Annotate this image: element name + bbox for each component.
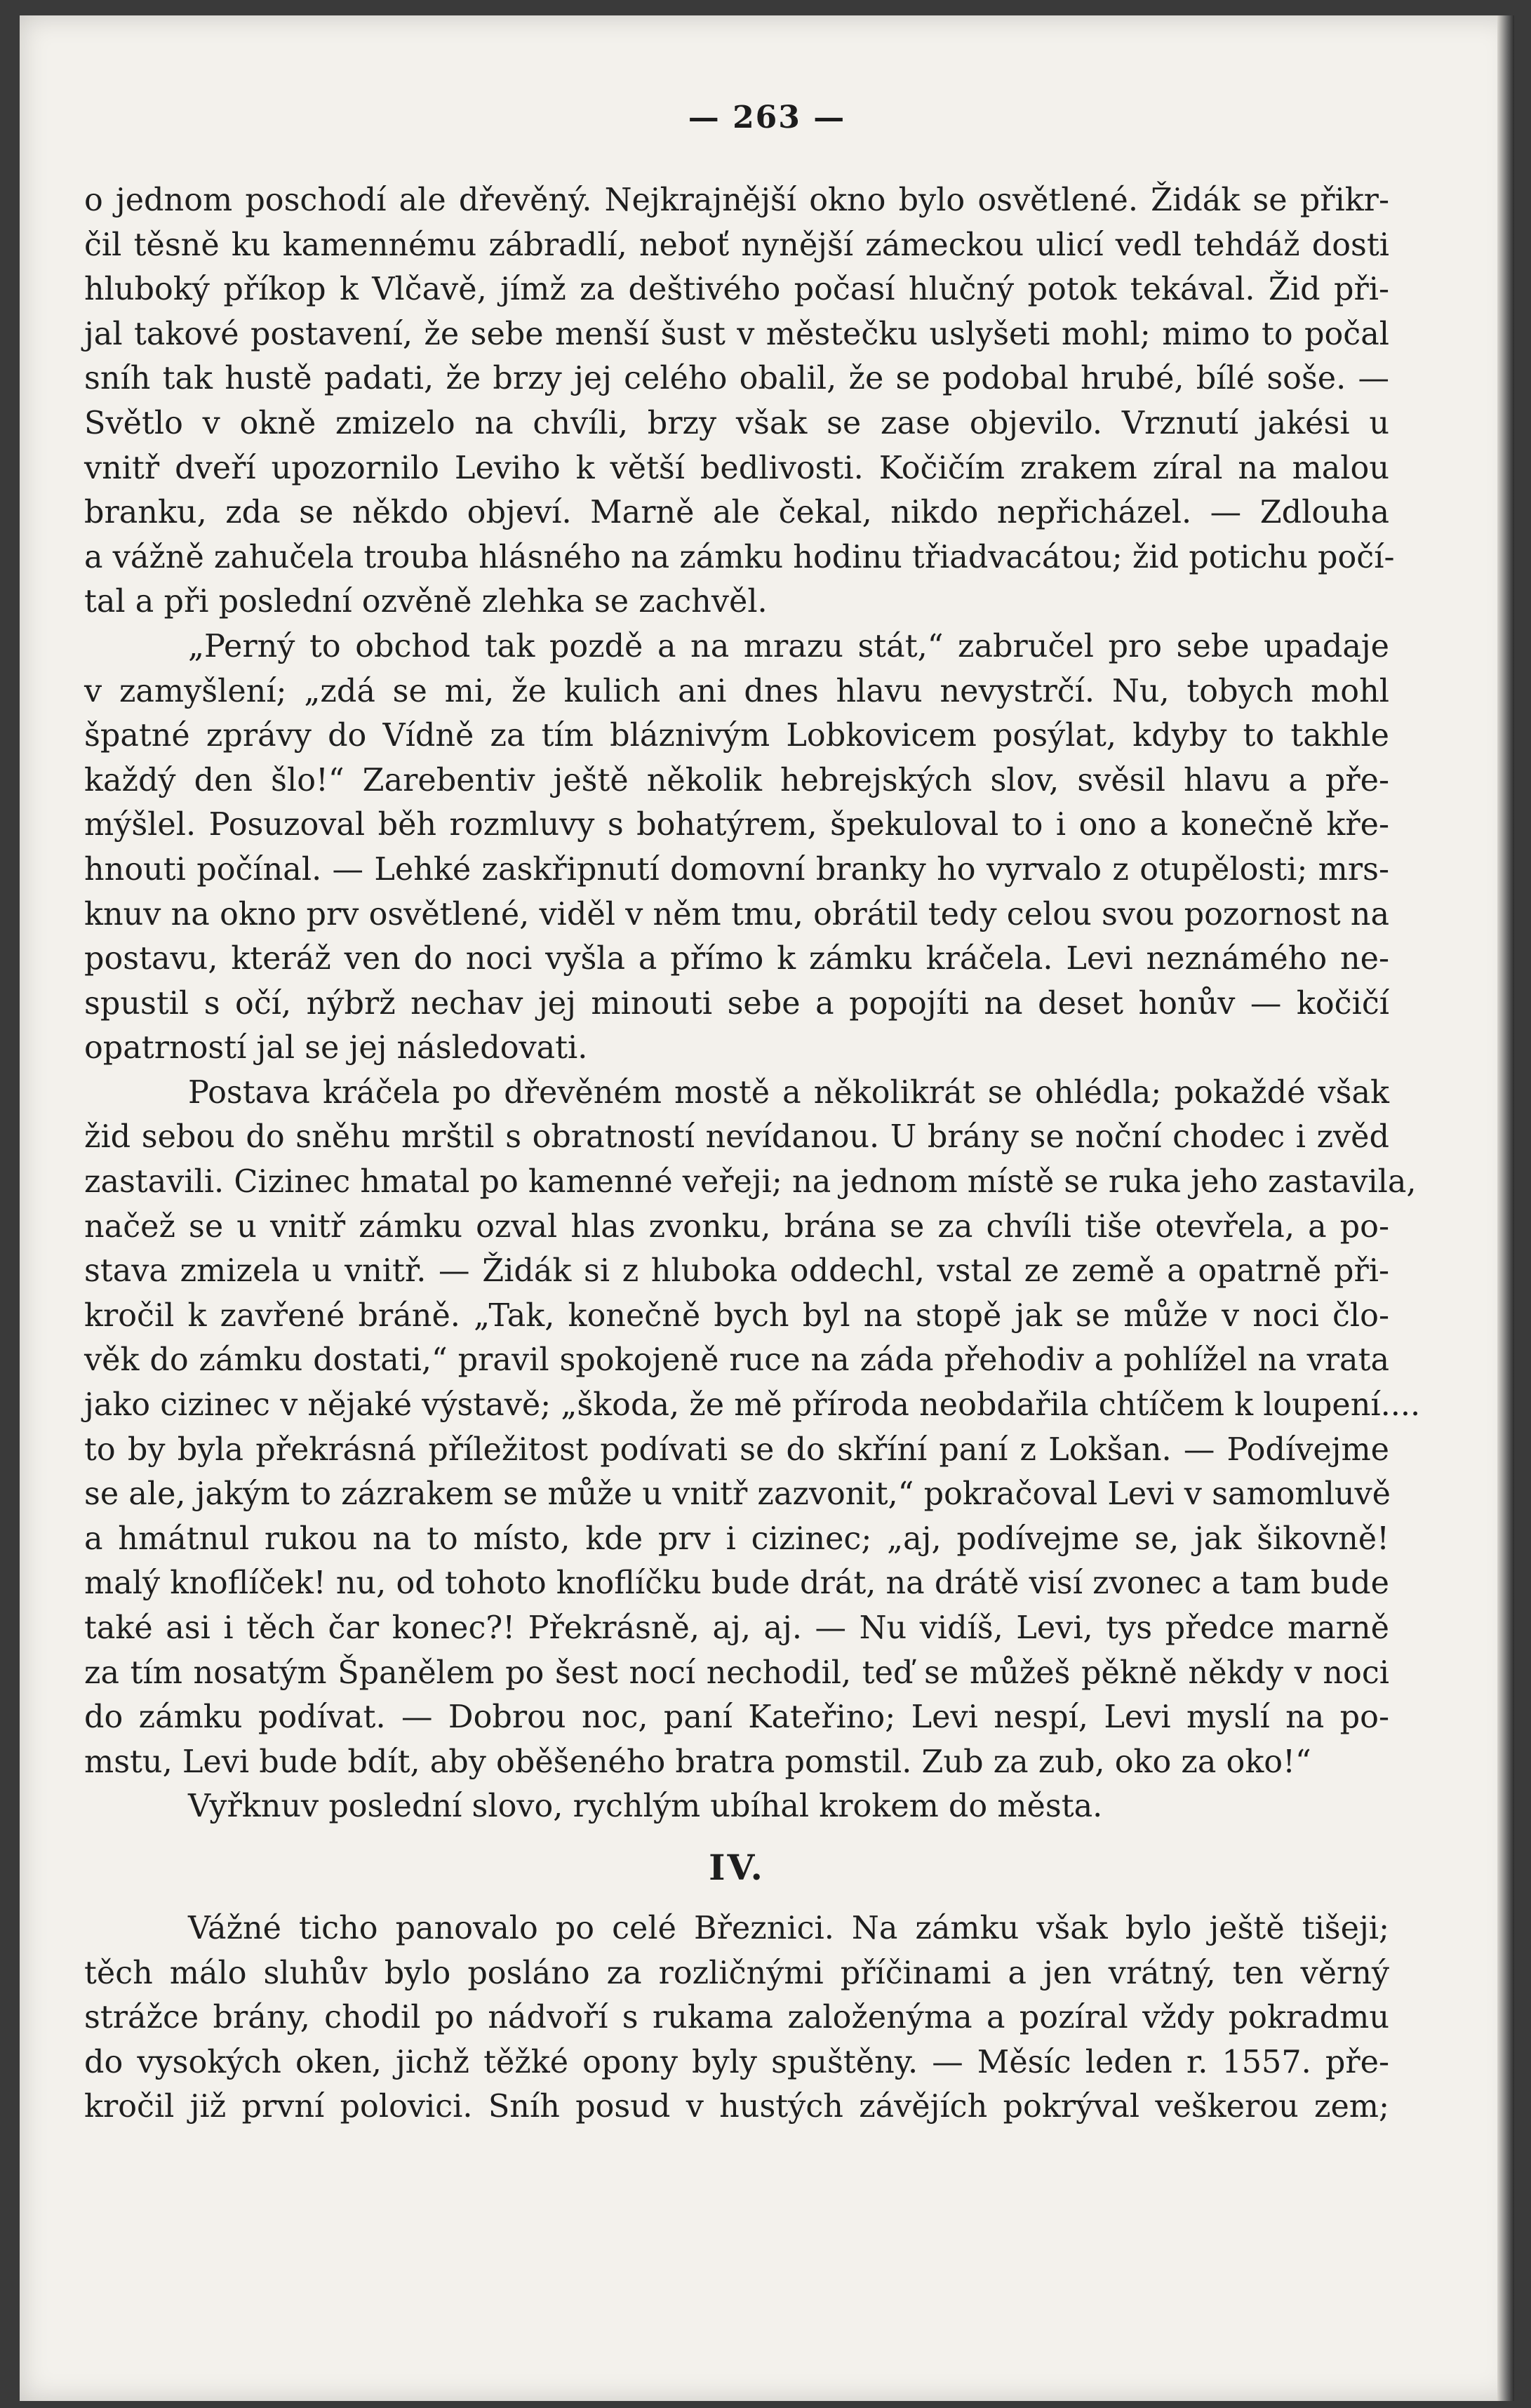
text-line: Světlo v okně zmizelo na chvíli, brzy však se zase objevilo. Vrznutí jakési u xyxy=(84,405,1389,441)
paragraph-4 xyxy=(84,1784,1389,1829)
text-line: věk do zámku dostati,“ pravil spokojeně ruce na záda přehodiv a pohlížel na vrata xyxy=(84,1342,1389,1379)
text-line: to by byla překrásná příležitost podívati se do skříní paní z Lokšan. — Podívejme xyxy=(84,1431,1389,1468)
text-line: za tím nosatým Španělem po šest nocí nechodil, teď se můžeš pěkně někdy v noci xyxy=(84,1654,1389,1691)
paragraph-5 xyxy=(84,1906,1389,2129)
text-line: kročil již první polovici. Sníh posud v hustých závějích pokrýval veškerou zem; xyxy=(84,2089,1389,2125)
text-line: každý den šlo!“ Zarebentiv ještě několik hebrejských slov, svěsil hlavu a pře- xyxy=(84,762,1389,798)
text-line: načež se u vnitř zámku ozval hlas zvonku, brána se za chvíli tiše otevřela, a po- xyxy=(84,1208,1389,1245)
text-line: „Perný to obchod tak pozdě a na mrazu stát,“ zabručel pro sebe upadaje xyxy=(188,628,1389,664)
text-line: špatné zprávy do Vídně za tím bláznivým Lobkovicem posýlat, kdyby to takhle xyxy=(84,718,1389,754)
text-line: kročil k zavřené bráně. „Tak, konečně bych byl na stopě jak se může v noci člo- xyxy=(84,1297,1389,1334)
text-line: zastavili. Cizinec hmatal po kamenné veřeji; na jednom místě se ruka jeho zastavila, xyxy=(84,1164,1417,1200)
text-line: hnouti počínal. — Lehké zaskřipnutí domovní branky ho vyrvalo z otupělosti; mrs- xyxy=(84,851,1389,888)
text-line: Postava kráčela po dřevěném mostě a několikrát se ohlédla; pokaždé však xyxy=(188,1074,1389,1111)
text-line: do vysokých oken, jichž těžké opony byly spuštěny. — Měsíc leden r. 1557. pře- xyxy=(84,2044,1389,2080)
body-text xyxy=(84,178,1421,2129)
text-line: jal takové postavení, že sebe menší šust v městečku uslyšeti mohl; mimo to počal xyxy=(84,316,1389,352)
text-line: mstu, Levi bude bdít, aby oběšeného bratra pomstil. Zub za zub, oko za oko!“ xyxy=(84,1744,1311,1780)
text-line: v zamyšlení; „zdá se mi, že kulich ani dnes hlavu nevystrčí. Nu, tobych mohl xyxy=(84,673,1389,709)
text-line: mýšlel. Posuzoval běh rozmluvy s bohatýrem, špekuloval to i ono a konečně kře- xyxy=(84,807,1389,843)
text-line: hluboký příkop k Vlčavě, jímž za deštivého počasí hlučný potok tekával. Žid při- xyxy=(84,272,1389,308)
text-line: žid sebou do sněhu mrštil s obratností nevídanou. U brány se noční chodec i zvěd xyxy=(84,1119,1389,1156)
section-heading: IV. xyxy=(709,1846,765,1888)
text-line: o jednom poschodí ale dřevěný. Nejkrajnější okno bylo osvětlené. Židák se přikr- xyxy=(84,182,1389,218)
text-line: stava zmizela u vnitř. — Židák si z hluboka oddechl, vstal ze země a opatrně při- xyxy=(84,1253,1389,1290)
page-number: — 263 — xyxy=(688,100,846,135)
text-line: a vážně zahučela trouba hlásného na zámku hodinu třiadvacátou; žid potichu počí- xyxy=(84,539,1395,575)
book-page xyxy=(20,15,1514,2401)
paragraph-3 xyxy=(84,1071,1421,1785)
text-line: knuv na okno prv osvětlené, viděl v něm tmu, obrátil tedy celou svou pozornost na xyxy=(84,896,1389,932)
text-line: opatrností jal se jej následovati. xyxy=(84,1030,588,1066)
text-line: těch málo sluhův bylo posláno za rozličnými příčinami a jen vrátný, ten věrný xyxy=(84,1955,1389,1991)
text-line: a hmátnul rukou na to místo, kde prv i cizinec; „aj, podívejme se, jak šikovně! xyxy=(84,1520,1389,1557)
text-line: také asi i těch čar konec?! Překrásně, aj, aj. — Nu vidíš, Levi, tys předce marně xyxy=(84,1610,1389,1646)
text-line: se ale, jakým to zázrakem se může u vnitř zazvonit,“ pokračoval Levi v samomluvě xyxy=(84,1476,1391,1513)
text-line: branku, zda se někdo objeví. Marně ale čekal, nikdo nepřicházel. — Zdlouha xyxy=(84,495,1389,531)
paragraph-2 xyxy=(84,624,1389,1071)
text-line: strážce brány, chodil po nádvoří s rukama založenýma a pozíral vždy pokradmu xyxy=(84,2000,1389,2036)
text-line: tal a při poslední ozvěně zlehka se zachvěl. xyxy=(84,584,768,620)
text-line: čil těsně ku kamennému zábradlí, neboť nynější zámeckou ulicí vedl tehdáž dosti xyxy=(84,227,1389,263)
text-line: vnitř dveří upozornilo Leviho k větší bedlivosti. Kočičím zrakem zíral na malou xyxy=(84,450,1389,486)
text-line: malý knoflíček! nu, od tohoto knoflíčku bude drát, na drátě visí zvonec a tam bude xyxy=(84,1565,1389,1602)
text-line: spustil s očí, nýbrž nechav jej minouti sebe a popojíti na deset honův — kočičí xyxy=(84,985,1389,1022)
text-line: postavu, kteráž ven do noci vyšla a přímo k zámku kráčela. Levi neznámého ne- xyxy=(84,941,1389,977)
text-line: jako cizinec v nějaké výstavě; „škoda, že mě příroda neobdařila chtíčem k loupení.... xyxy=(84,1387,1421,1424)
text-line: do zámku podívat. — Dobrou noc, paní Kateřino; Levi nespí, Levi myslí na po- xyxy=(84,1699,1389,1736)
text-line: Vyřknuv poslední slovo, rychlým ubíhal krokem do města. xyxy=(188,1788,1103,1825)
text-line: sníh tak hustě padati, že brzy jej celého obalil, že se podobal hrubé, bílé soše. — xyxy=(84,361,1389,397)
page-edge xyxy=(1497,15,1514,2401)
text-line: Vážné ticho panovalo po celé Březnici. Na zámku však bylo ještě tišeji; xyxy=(188,1910,1389,1946)
paragraph-1 xyxy=(84,178,1395,624)
